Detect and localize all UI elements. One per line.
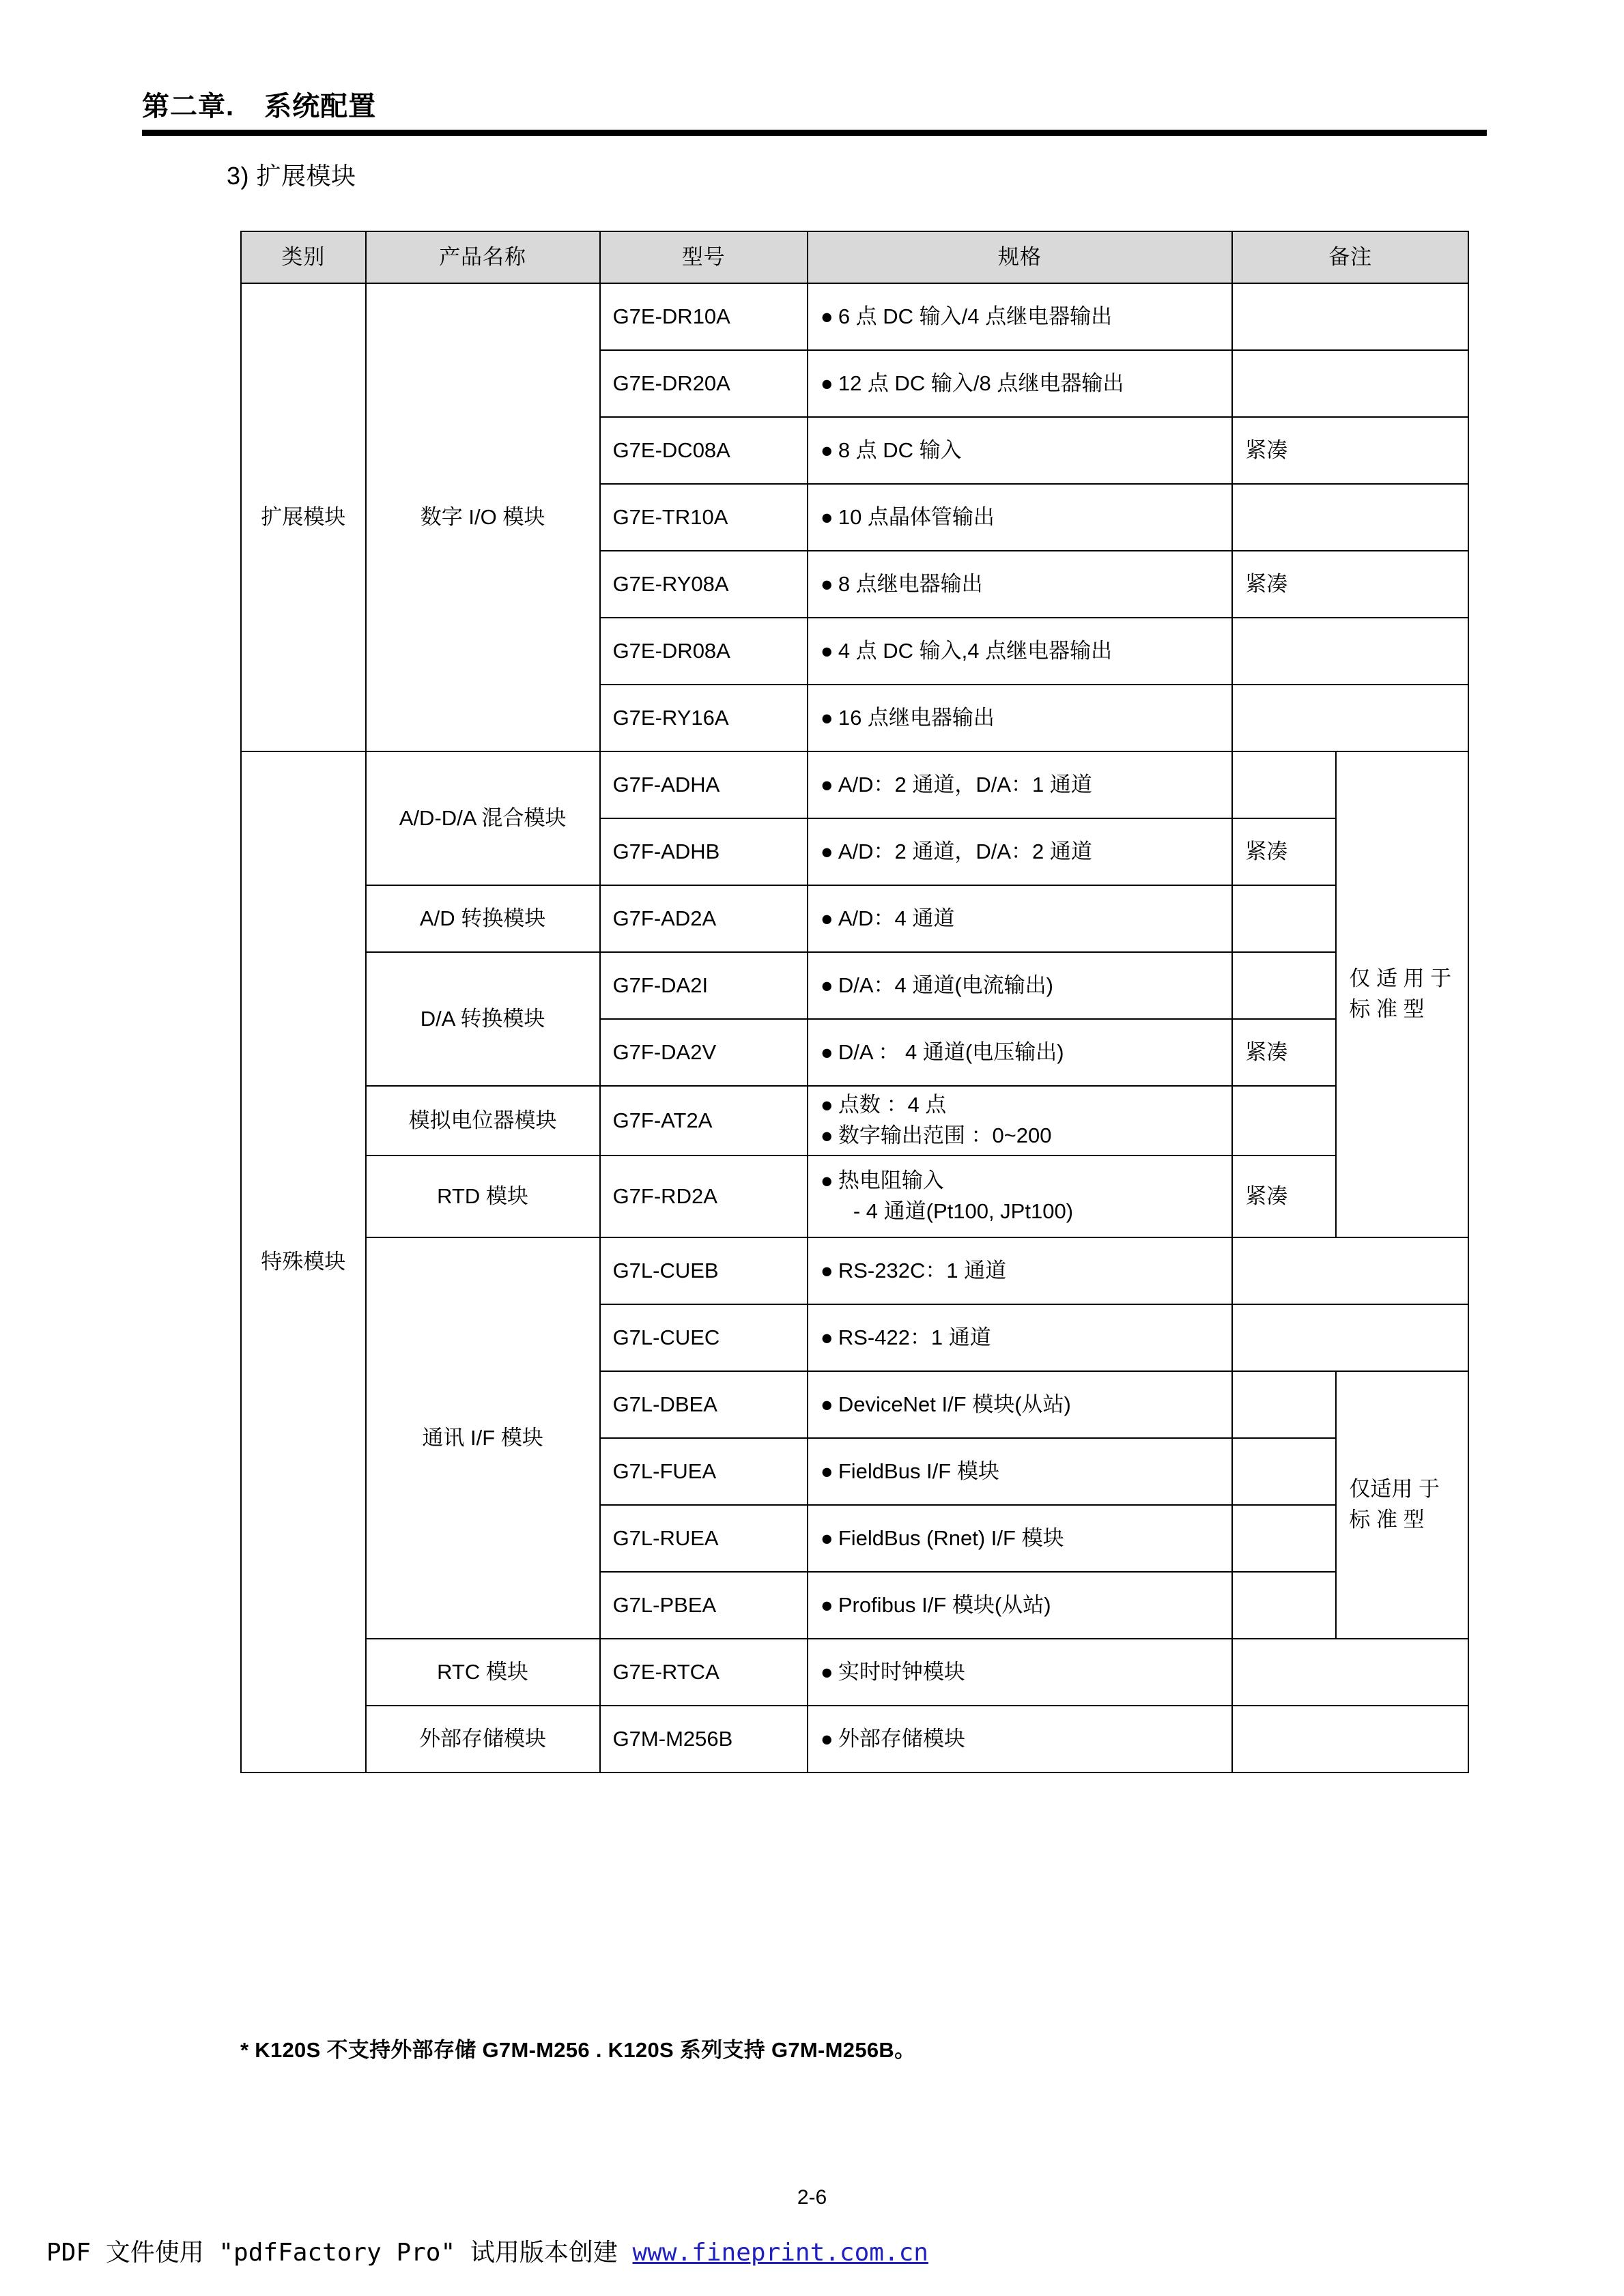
cell-model: G7F-DA2I <box>600 952 808 1019</box>
cell-spec: ● 12 点 DC 输入/8 点继电器输出 <box>808 350 1232 417</box>
table-row <box>241 1706 1468 1773</box>
table-row <box>241 1237 1468 1304</box>
chapter-header <box>142 89 1487 136</box>
cell-note <box>1232 350 1468 417</box>
pdf-watermark-text: PDF 文件使用 "pdfFactory Pro" 试用版本创建 <box>46 2239 633 2267</box>
cell-product-rtd: RTD 模块 <box>366 1156 600 1237</box>
chapter-name: 系统配置 <box>264 91 377 121</box>
page-number: 2-6 <box>797 2186 827 2209</box>
cell-category-special: 特殊模块 <box>241 751 366 1773</box>
cell-product-analog-potentiometer: 模拟电位器模块 <box>366 1086 600 1156</box>
cell-spec: ● A/D：2 通道，D/A：2 通道 <box>808 818 1232 885</box>
cell-note <box>1232 885 1336 952</box>
cell-note <box>1232 952 1336 1019</box>
cell-model: G7L-CUEB <box>600 1237 808 1304</box>
spec-table-wrapper <box>240 231 1469 1773</box>
cell-model: G7F-AD2A <box>600 885 808 952</box>
cell-note <box>1232 484 1468 551</box>
cell-spec: ● 8 点 DC 输入 <box>808 417 1232 484</box>
section-heading: 3) 扩展模块 <box>227 162 356 190</box>
cell-model: G7F-RD2A <box>600 1156 808 1237</box>
col-header-note: 备注 <box>1232 231 1468 283</box>
cell-note <box>1232 751 1336 818</box>
cell-spec: ● FieldBus (Rnet) I/F 模块 <box>808 1505 1232 1572</box>
cell-spec: ● A/D：2 通道，D/A：1 通道 <box>808 751 1232 818</box>
cell-note: 紧凑 <box>1232 551 1468 618</box>
cell-model: G7F-AT2A <box>600 1086 808 1156</box>
cell-category-expansion: 扩展模块 <box>241 283 366 751</box>
cell-model: G7E-DC08A <box>600 417 808 484</box>
cell-note <box>1232 1237 1468 1304</box>
cell-model: G7F-ADHA <box>600 751 808 818</box>
table-row <box>241 283 1468 350</box>
cell-spec: ● 8 点继电器输出 <box>808 551 1232 618</box>
cell-note: 紧凑 <box>1232 1156 1336 1237</box>
cell-product-ad-da-mixed: A/D-D/A 混合模块 <box>366 751 600 885</box>
cell-model: G7L-FUEA <box>600 1438 808 1505</box>
expansion-module-table <box>240 231 1469 1773</box>
cell-side-note-top: 仅 适 用 于 标 准 型 <box>1336 751 1468 1237</box>
cell-model: G7L-CUEC <box>600 1304 808 1371</box>
cell-side-note-bottom: 仅适用 于 标 准 型 <box>1336 1371 1468 1639</box>
pdf-watermark-link[interactable]: www.fineprint.com.cn <box>632 2239 928 2267</box>
table-row <box>241 1086 1468 1156</box>
cell-spec: ● D/A ： 4 通道(电压输出) <box>808 1019 1232 1086</box>
cell-note: 紧凑 <box>1232 417 1468 484</box>
cell-spec: ● 点数 ：4 点 ● 数字输出范围 ：0~200 <box>808 1086 1232 1156</box>
cell-model: G7L-RUEA <box>600 1505 808 1572</box>
cell-note <box>1232 283 1468 350</box>
cell-note <box>1232 1505 1336 1572</box>
col-header-spec: 规格 <box>808 231 1232 283</box>
header-divider <box>142 130 1487 136</box>
cell-note <box>1232 1304 1468 1371</box>
table-row <box>241 885 1468 952</box>
cell-model: G7L-PBEA <box>600 1572 808 1639</box>
cell-product-rtc: RTC 模块 <box>366 1639 600 1706</box>
chapter-title <box>142 89 1487 130</box>
cell-product-external-memory: 外部存储模块 <box>366 1706 600 1773</box>
cell-note <box>1232 1572 1336 1639</box>
cell-spec: ● 16 点继电器输出 <box>808 685 1232 751</box>
cell-model: G7L-DBEA <box>600 1371 808 1438</box>
cell-spec: ● 实时时钟模块 <box>808 1639 1232 1706</box>
cell-product-ad-converter: A/D 转换模块 <box>366 885 600 952</box>
cell-note <box>1232 1371 1336 1438</box>
cell-product-digital-io: 数字 I/O 模块 <box>366 283 600 751</box>
cell-note: 紧凑 <box>1232 1019 1336 1086</box>
cell-model: G7E-DR20A <box>600 350 808 417</box>
cell-product-comm-if: 通讯 I/F 模块 <box>366 1237 600 1639</box>
cell-note <box>1232 1706 1468 1773</box>
cell-spec: ● D/A：4 通道(电流输出) <box>808 952 1232 1019</box>
cell-spec: ● RS-232C：1 通道 <box>808 1237 1232 1304</box>
col-header-model: 型号 <box>600 231 808 283</box>
cell-model: G7E-RTCA <box>600 1639 808 1706</box>
cell-spec: ● 4 点 DC 输入,4 点继电器输出 <box>808 618 1232 685</box>
cell-spec: ● A/D：4 通道 <box>808 885 1232 952</box>
table-row <box>241 751 1468 818</box>
col-header-product: 产品名称 <box>366 231 600 283</box>
table-row <box>241 1639 1468 1706</box>
table-header-row <box>241 231 1468 283</box>
cell-model: G7F-ADHB <box>600 818 808 885</box>
cell-spec: ● RS-422：1 通道 <box>808 1304 1232 1371</box>
col-header-category: 类别 <box>241 231 366 283</box>
chapter-number: 第二章. <box>142 91 235 121</box>
cell-model: G7F-DA2V <box>600 1019 808 1086</box>
cell-spec: ● DeviceNet I/F 模块(从站) <box>808 1371 1232 1438</box>
cell-model: G7E-RY08A <box>600 551 808 618</box>
cell-model: G7E-RY16A <box>600 685 808 751</box>
cell-note <box>1232 685 1468 751</box>
cell-note <box>1232 1438 1336 1505</box>
cell-product-da-converter: D/A 转换模块 <box>366 952 600 1086</box>
cell-spec: ● 10 点晶体管输出 <box>808 484 1232 551</box>
cell-spec: ● 外部存储模块 <box>808 1706 1232 1773</box>
cell-note <box>1232 1086 1336 1156</box>
cell-note: 紧凑 <box>1232 818 1336 885</box>
table-footnote: * K120S 不支持外部存储 G7M-M256 . K120S 系列支持 G7M-M256B。 <box>240 2038 916 2062</box>
cell-model: G7E-DR08A <box>600 618 808 685</box>
cell-note <box>1232 1639 1468 1706</box>
cell-note <box>1232 618 1468 685</box>
table-row <box>241 1156 1468 1237</box>
cell-model: G7E-TR10A <box>600 484 808 551</box>
cell-spec: ● FieldBus I/F 模块 <box>808 1438 1232 1505</box>
cell-spec: ● Profibus I/F 模块(从站) <box>808 1572 1232 1639</box>
cell-model: G7E-DR10A <box>600 283 808 350</box>
cell-spec: ● 6 点 DC 输入/4 点继电器输出 <box>808 283 1232 350</box>
pdf-watermark-footer <box>46 2233 928 2268</box>
cell-spec: ● 热电阻输入 - 4 通道(Pt100, JPt100) <box>808 1156 1232 1237</box>
cell-model: G7M-M256B <box>600 1706 808 1773</box>
table-row <box>241 952 1468 1019</box>
